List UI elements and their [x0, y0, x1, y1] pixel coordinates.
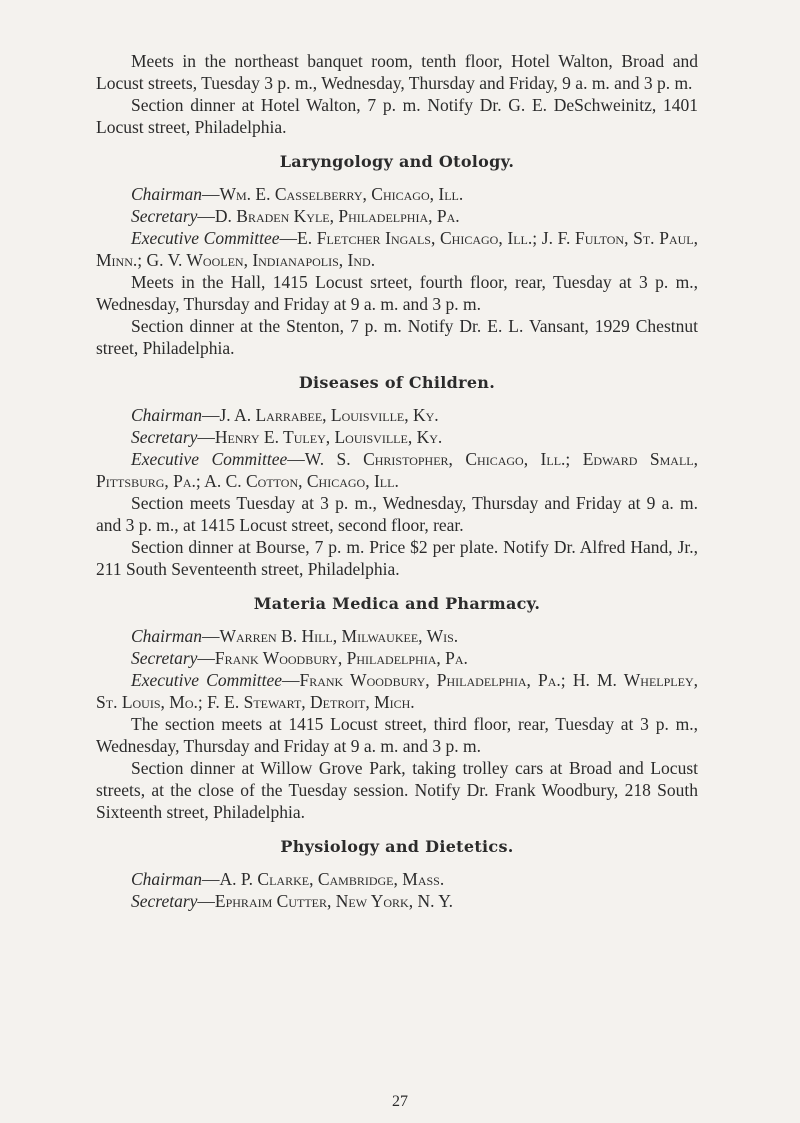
secretary-label: Secretary — [131, 648, 198, 668]
executive-line — [96, 227, 698, 271]
chairman-label: Chairman — [131, 869, 202, 889]
chairman-value: —Wm. E. Casselberry, Chicago, Ill. — [201, 184, 464, 204]
secretary-value: —Frank Woodbury, Philadelphia, Pa. — [197, 648, 468, 668]
section-heading-physiology: Physiology and Dietetics. — [280, 837, 514, 856]
intro-meets: Meets in the northeast banquet room, tenth floor, Hotel Walton, Broad and Locust streets, Tuesday 3 p. m., Wednesday, Thursday and Friday, 9 a. m. and 3 p. m. — [96, 51, 698, 93]
dinner-paragraph: Section dinner at Bourse, 7 p. m. Price $2 per plate. Notify Dr. Alfred Hand, Jr., 211 South Seventeenth street, Philadelphia. — [96, 537, 698, 579]
executive-line — [96, 448, 698, 492]
chairman-line — [96, 625, 698, 647]
executive-value: —W. S. Christopher, Chicago, Ill.; Edward Small, Pittsburg, Pa.; A. C. Cotton, Chicago, Ill. — [96, 449, 698, 491]
executive-line — [96, 669, 698, 713]
chairman-line — [96, 868, 698, 890]
secretary-value: —Ephraim Cutter, New York, N. Y. — [197, 891, 453, 911]
meets-paragraph: The section meets at 1415 Locust street, third floor, rear, Tuesday at 3 p. m., Wednesday, Thursday and Friday at 9 a. m. and 3 p. m. — [96, 714, 698, 756]
section-heading-laryngology: Laryngology and Otology. — [279, 152, 515, 171]
chairman-line — [96, 404, 698, 426]
section-heading-children: Diseases of Children. — [298, 373, 496, 392]
chairman-value: —Warren B. Hill, Milwaukee, Wis. — [201, 626, 459, 646]
secretary-value: —D. Braden Kyle, Philadelphia, Pa. — [197, 206, 460, 226]
dinner-paragraph: Section dinner at the Stenton, 7 p. m. Notify Dr. E. L. Vansant, 1929 Chestnut street, Philadelphia. — [96, 316, 698, 358]
secretary-line — [96, 426, 698, 448]
intro-dinner: Section dinner at Hotel Walton, 7 p. m. Notify Dr. G. E. DeSchweinitz, 1401 Locust street, Philadelphia. — [96, 95, 698, 137]
executive-value: —Frank Woodbury, Philadelphia, Pa.; H. M. Whelpley, St. Louis, Mo.; F. E. Stewart, Detroit, Mich. — [96, 670, 698, 712]
executive-label: Executive Committee — [131, 670, 282, 690]
secretary-label: Secretary — [131, 891, 198, 911]
dinner-paragraph: Section dinner at Willow Grove Park, taking trolley cars at Broad and Locust streets, at the close of the Tuesday session. Notify Dr. Frank Woodbury, 218 South Sixteenth street, Philadelphia. — [96, 758, 698, 822]
page-text — [96, 50, 698, 912]
executive-label: Executive Committee — [131, 228, 280, 248]
secretary-line — [96, 890, 698, 912]
secretary-line — [96, 647, 698, 669]
chairman-value: —A. P. Clarke, Cambridge, Mass. — [201, 869, 445, 889]
chairman-value: —J. A. Larrabee, Louisville, Ky. — [201, 405, 439, 425]
chairman-label: Chairman — [131, 184, 202, 204]
meets-paragraph: Section meets Tuesday at 3 p. m., Wednesday, Thursday and Friday at 9 a. m. and 3 p. m., at 1415 Locust street, second floor, rear. — [96, 493, 698, 535]
meets-paragraph: Meets in the Hall, 1415 Locust srteet, fourth floor, rear, Tuesday at 3 p. m., Wednesday, Thursday and Friday at 9 a. m. and 3 p. m. — [96, 272, 698, 314]
secretary-line — [96, 205, 698, 227]
secretary-label: Secretary — [131, 206, 198, 226]
secretary-label: Secretary — [131, 427, 198, 447]
chairman-line — [96, 183, 698, 205]
section-heading-materia-medica: Materia Medica and Pharmacy. — [253, 594, 541, 613]
executive-value: —E. Fletcher Ingals, Chicago, Ill.; J. F. Fulton, St. Paul, Minn.; G. V. Woolen, Indianapolis, Ind. — [96, 228, 698, 270]
chairman-label: Chairman — [131, 626, 202, 646]
page-number: 27 — [392, 1093, 408, 1110]
chairman-label: Chairman — [131, 405, 202, 425]
secretary-value: —Henry E. Tuley, Louisville, Ky. — [197, 427, 443, 447]
executive-label: Executive Committee — [131, 449, 288, 469]
